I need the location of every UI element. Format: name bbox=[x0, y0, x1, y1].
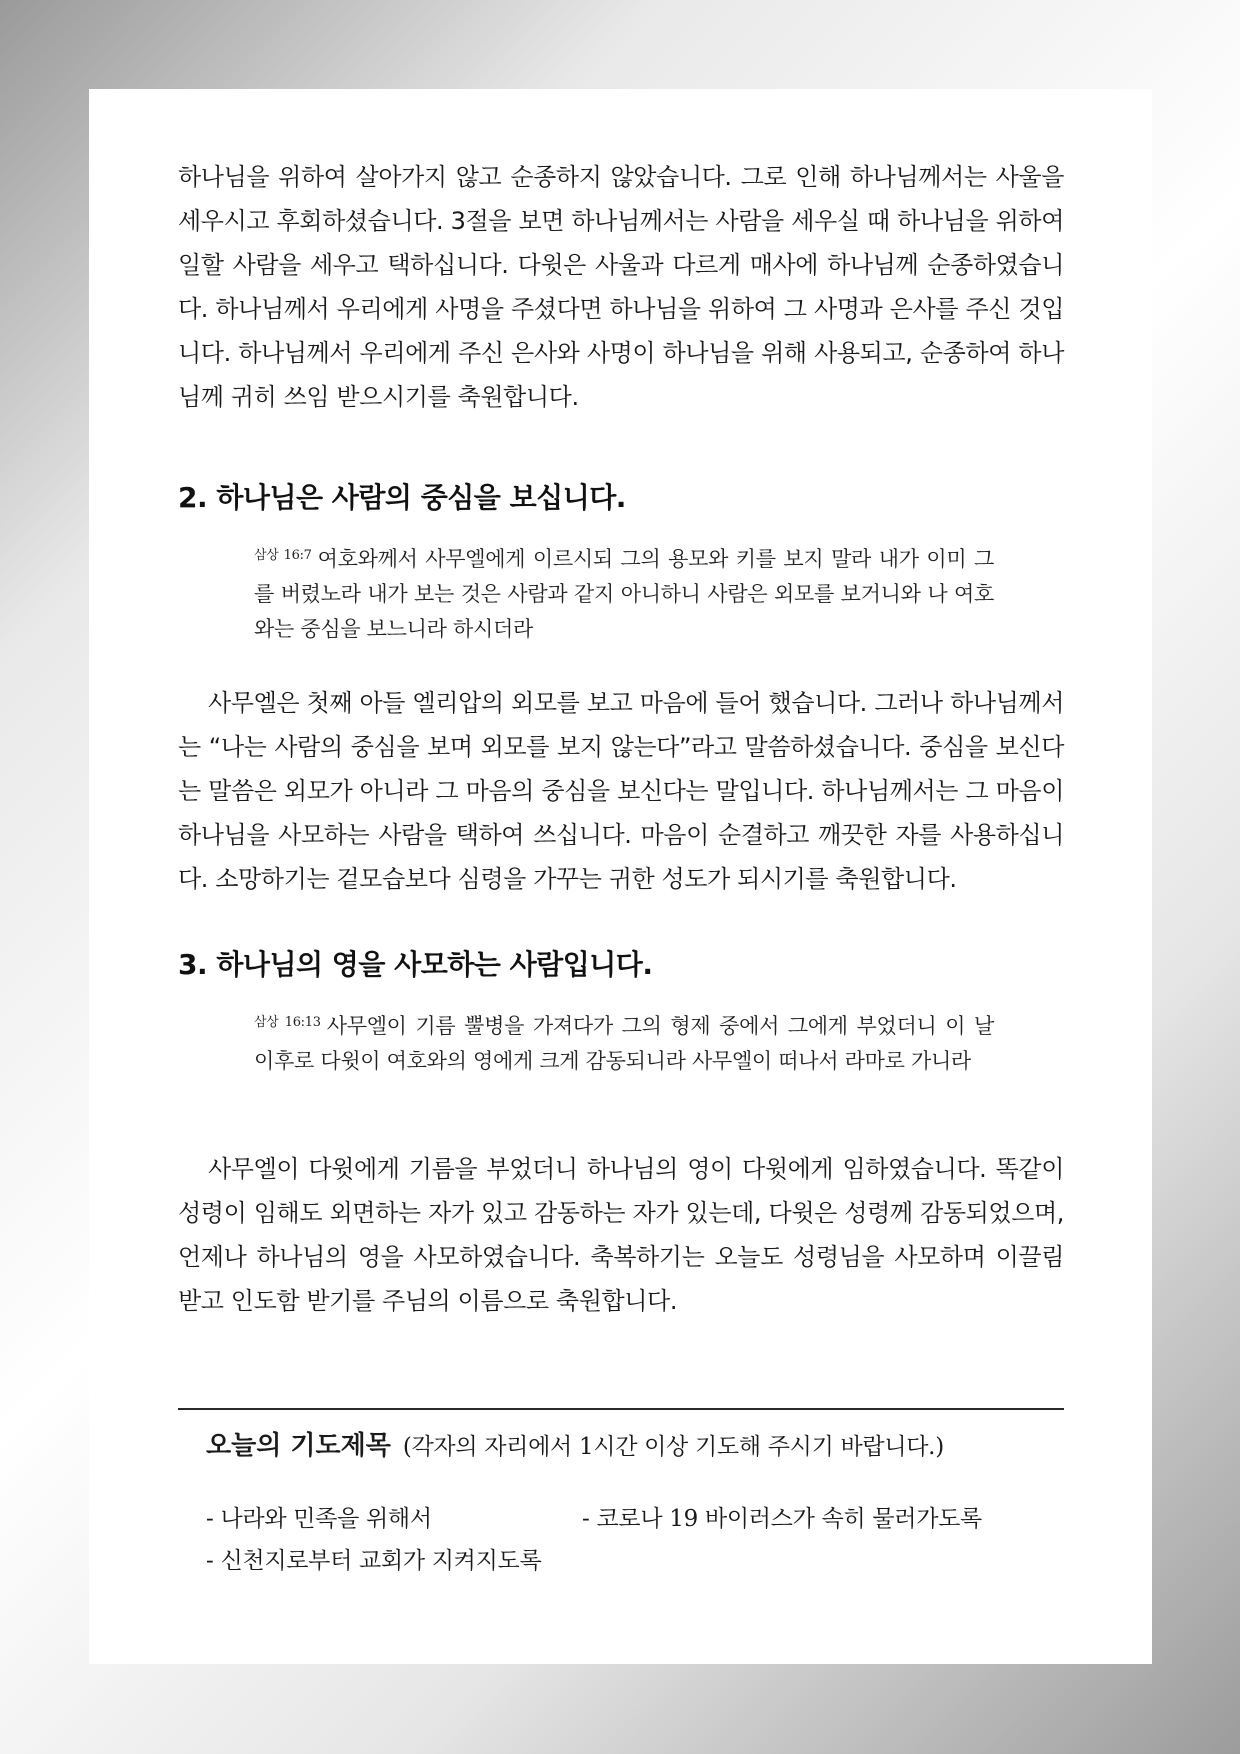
section-3-verse-text: 사무엘이 기름 뿔병을 가져다가 그의 형제 중에서 그에게 부었더니 이 날 이후로 다윗이 여호와의 영에게 크게 감동되니라 사무엘이 떠나서 라마로 가니라 bbox=[254, 1014, 994, 1073]
prayer-item: - 신천지로부터 교회가 지켜지도록 bbox=[206, 1548, 542, 1574]
section-3-heading: 3. 하나님의 영을 사모하는 사람입니다. bbox=[178, 948, 653, 981]
section-2-verse bbox=[254, 538, 994, 647]
prayer-title: 오늘의 기도제목 bbox=[206, 1431, 391, 1461]
prayer-item: - 나라와 민족을 위해서 bbox=[206, 1506, 432, 1532]
prayer-divider bbox=[178, 1408, 1064, 1410]
section-3-verse bbox=[254, 1005, 994, 1079]
section-3-verse-ref: 삼상 16:13 bbox=[254, 1015, 321, 1030]
prayer-header bbox=[206, 1426, 944, 1467]
section-3-body: 사무엘이 다윗에게 기름을 부었더니 하나님의 영이 다윗에게 임하였습니다. 똑같이 성령이 임해도 외면하는 자가 있고 감동하는 자가 있는데, 다윗은 성령께 감동되었으며, 언제나 하나님의 영을 사모하였습니다. 축복하기는 오늘도 성령님을 사모하며 이끌림 받고 인도함 받기를 주님의 이름으로 축원합니다. bbox=[178, 1155, 1064, 1315]
intro-paragraph: 하나님을 위하여 살아가지 않고 순종하지 않았습니다. 그로 인해 하나님께서는 사울을 세우시고 후회하셨습니다. 3절을 보면 하나님께서는 사람을 세우실 때 하나님을 위하여 일할 사람을 세우고 택하십니다. 다윗은 사울과 다르게 매사에 하나님께 순종하였습니다. 하나님께서 우리에게 사명을 주셨다면 하나님을 위하여 그 사명과 은사를 주신 것입니다. 하나님께서 우리에게 주신 은사와 사명이 하나님을 위해 사용되고, 순종하여 하나님께 귀히 쓰임 받으시기를 축원합니다. bbox=[178, 163, 1064, 411]
section-2-heading: 2. 하나님은 사람의 중심을 보십니다. bbox=[178, 481, 626, 514]
prayer-item: - 코로나 19 바이러스가 속히 물러가도록 bbox=[582, 1506, 982, 1532]
section-2-verse-text: 여호와께서 사무엘에게 이르시되 그의 용모와 키를 보지 말라 내가 이미 그를 버렸노라 내가 보는 것은 사람과 같지 아니하니 사람은 외모를 보거니와 나 여호와는 중심을 보느니라 하시더라 bbox=[254, 547, 994, 641]
document-page bbox=[89, 89, 1152, 1664]
prayer-note: (각자의 자리에서 1시간 이상 기도해 주시기 바랍니다.) bbox=[402, 1434, 944, 1460]
section-2-body: 사무엘은 첫째 아들 엘리압의 외모를 보고 마음에 들어 했습니다. 그러나 하나님께서는 “나는 사람의 중심을 보며 외모를 보지 않는다”라고 말씀하셨습니다. 중심을 보신다는 말씀은 외모가 아니라 그 마음의 중심을 보신다는 말입니다. 하나님께서는 그 마음이 하나님을 사모하는 사람을 택하여 쓰십니다. 마음이 순결하고 깨끗한 자를 사용하십니다. 소망하기는 겉모습보다 심령을 가꾸는 귀한 성도가 되시기를 축원합니다. bbox=[178, 689, 1064, 893]
section-2-verse-ref: 삼상 16:7 bbox=[254, 548, 312, 563]
